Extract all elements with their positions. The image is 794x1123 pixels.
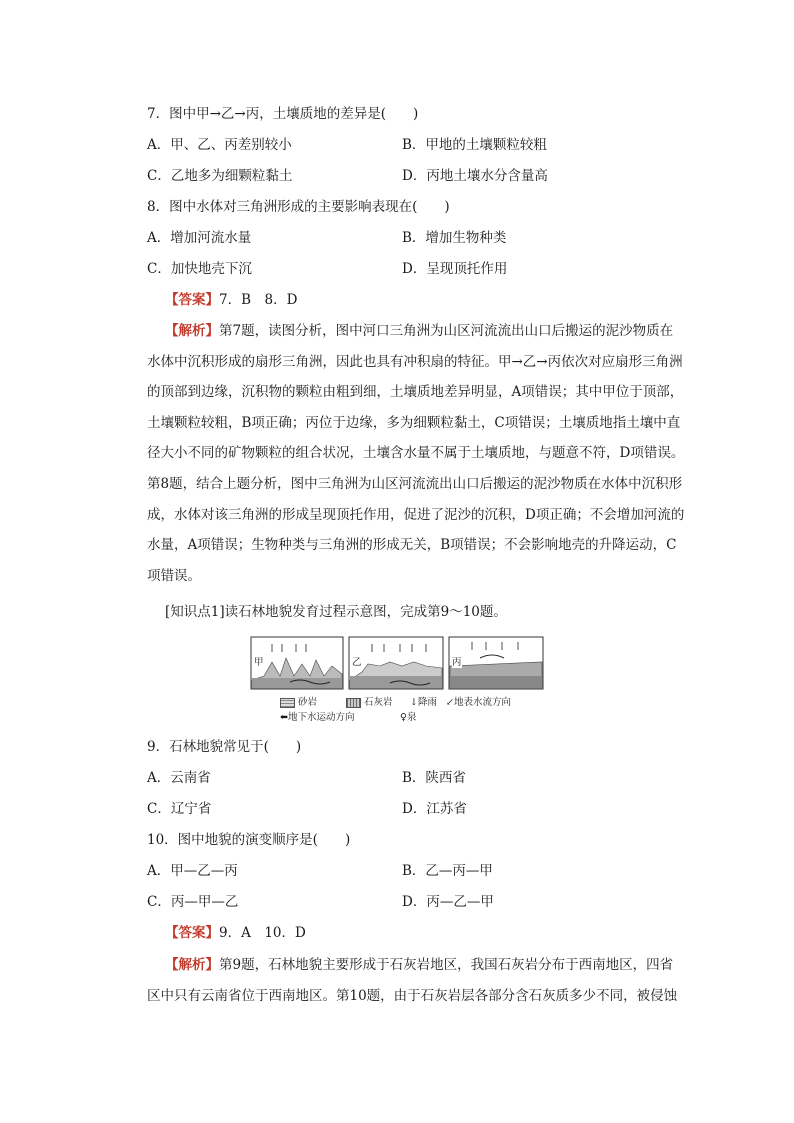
q9-option-b: B．陕西省 (402, 770, 466, 786)
legend-label: 地下水运动方向 (287, 712, 355, 723)
analysis-line: 第8题，结合上题分析，图中三角洲为山区河流流出山口后搬运的泥沙物质在水体中沉积形 (147, 475, 683, 492)
q10-stem: 10．图中地貌的演变顺序是( ) (147, 832, 351, 848)
legend-sandstone (280, 694, 317, 708)
q8-option-d: D．呈现顶托作用 (402, 261, 508, 277)
panel-label-yi: 乙 (352, 654, 362, 668)
legend-surface-flow (446, 694, 511, 708)
legend-spring (400, 709, 416, 723)
q10-option-a: A．甲—乙—丙 (147, 863, 238, 879)
q9-option-a: A．云南省 (147, 770, 211, 786)
sandstone-swatch-icon (280, 698, 295, 708)
analysis-9-10 (147, 950, 687, 1011)
q10-option-d: D．丙—乙—甲 (402, 894, 494, 910)
panel-label-bing: 丙 (452, 654, 462, 668)
answer-text: 7．B 8．D (219, 292, 298, 308)
q8-stem: 8．图中水体对三角洲形成的主要影响表现在( ) (147, 199, 450, 215)
answer-text: 9．A 10．D (219, 925, 306, 941)
q10-option-b: B．乙—丙—甲 (402, 863, 493, 879)
analysis-7-8 (147, 316, 687, 591)
q8-option-b: B．增加生物种类 (402, 230, 507, 246)
limestone-swatch-icon (346, 698, 361, 708)
analysis-line: 成，水体对该三角洲的形成呈现顶托作用，促进了泥沙的沉积，D项正确；不会增加河流的 (147, 506, 685, 523)
answer-tag: 【答案】 (165, 925, 219, 941)
answer-9-10 (165, 923, 306, 943)
diagram-svg (250, 636, 546, 692)
analysis-tag: 【解析】 (165, 323, 219, 339)
legend-label: 泉 (406, 712, 417, 723)
legend-label: 地表水流方向 (453, 697, 511, 708)
legend-label: 石灰岩 (364, 697, 393, 708)
analysis-line: 第7题，读图分析，图中河口三角洲为山区河流流出山口后搬运的泥沙物质在 (219, 323, 674, 339)
q8-option-a: A．增加河流水量 (147, 230, 252, 246)
knowledge-point: [知识点1]读石林地貌发育过程示意图，完成第9～10题。 (165, 604, 507, 620)
legend-groundwater (280, 709, 354, 723)
analysis-line: 项错误。 (147, 567, 201, 584)
q9-option-d: D．江苏省 (402, 801, 467, 817)
spring-icon: ♀ (400, 712, 407, 723)
q10-option-c: C．丙—甲—乙 (147, 894, 239, 910)
analysis-line: 水体中沉积形成的扇形三角洲，因此也具有冲积扇的特征。甲→乙→丙依次对应扇形三角洲 (147, 353, 683, 370)
analysis-line: 区中只有云南省位于西南地区。第10题，由于石灰岩层各部分含石灰质多少不同，被侵蚀 (147, 987, 678, 1004)
q9-option-c: C．辽宁省 (147, 801, 212, 817)
groundwater-arrow-icon: ⬅ (280, 712, 288, 723)
answer-7-8 (165, 290, 297, 310)
analysis-line: 水量，A项错误；生物种类与三角洲的形成无关，B项错误；不会影响地壳的升降运动，C (147, 537, 677, 554)
legend-label: 降雨 (417, 697, 437, 708)
q7-option-b: B．甲地的土壤颗粒较粗 (402, 137, 547, 153)
analysis-tag: 【解析】 (165, 957, 219, 973)
q7-option-d: D．丙地土壤水分含量高 (402, 168, 548, 184)
panel-label-jia: 甲 (254, 654, 264, 668)
q8-option-c: C．加快地壳下沉 (147, 261, 252, 277)
q7-option-a: A．甲、乙、丙差别较小 (147, 137, 292, 153)
q7-stem: 7．图中甲→乙→丙，土壤质地的差异是( ) (147, 106, 419, 122)
legend-limestone (346, 694, 393, 708)
q9-stem: 9．石林地貌常见于( ) (147, 739, 302, 755)
rain-arrow-icon: ↓ (410, 697, 418, 708)
legend-label: 砂岩 (298, 697, 318, 708)
analysis-line: 第9题，石林地貌主要形成于石灰岩地区，我国石灰岩分布于西南地区，四省 (219, 957, 674, 973)
analysis-line: 土壤颗粒较粗，B项正确；丙位于边缘，多为细颗粒黏土，C项错误；土壤质地指土壤中直 (147, 414, 681, 431)
legend-rain (410, 694, 437, 708)
analysis-line: 的顶部到边缘，沉积物的颗粒由粗到细，土壤质地差异明显，A项错误；其中甲位于顶部， (147, 384, 684, 401)
answer-tag: 【答案】 (165, 292, 219, 308)
analysis-line: 径大小不同的矿物颗粒的组合状况，土壤含水量不属于土壤质地，与题意不符，D项错误。 (147, 445, 685, 462)
stone-forest-diagram (250, 636, 546, 724)
surface-flow-arrow-icon: ↙ (446, 697, 454, 708)
q7-option-c: C．乙地多为细颗粒黏土 (147, 168, 293, 184)
